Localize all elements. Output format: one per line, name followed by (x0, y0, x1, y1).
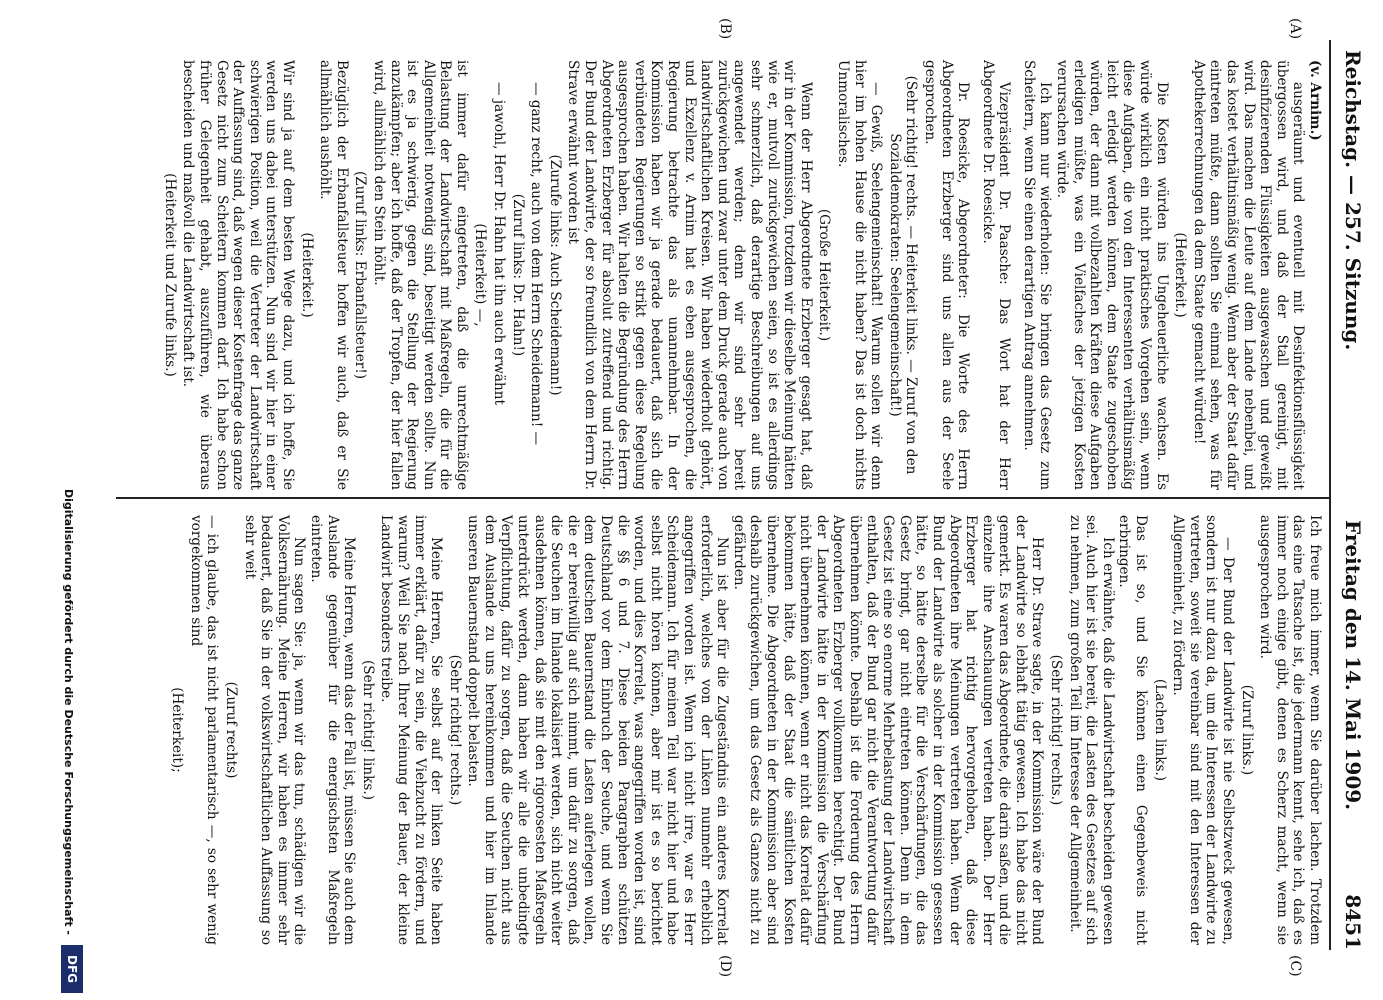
paragraph: Dr. Roesicke, Abgeordneter: Die Worte des Herrn Abgeordneten Erzberger sind uns allen aus der Seele gesprochen. (921, 60, 972, 490)
page-header (1335, 50, 1365, 950)
interjection: (Heiterkeit.) (298, 232, 315, 318)
digitization-footer (53, 0, 83, 1000)
paragraph: — ich glaube, das ist nicht parlamentarisch —, so sehr wenig vorgekommen sind (187, 515, 221, 945)
interjection: (Heiterkeit.) (1172, 232, 1189, 318)
interjection: (Große Heiterkeit.) (816, 208, 833, 342)
paragraph: ist immer dafür eingetreten, daß die unrechtmäßige Belastung der Landwirtschaft mit Maßregeln, die für die Allgemeinheit notwendig sind, beseitigt werden sollte. Nun ist es ja schwierig, gegen die Stellung der Regierung anzukämpfen; aber ich hoffe, daß der Tropfen, der hier fallen wird, allmählich den Stein höhlt. (370, 60, 470, 490)
interjection: (Zuruf links: Erbanfallsteuer!) (352, 170, 369, 380)
interjection: (Zuruf links: Dr. Hahn!) (509, 193, 526, 357)
page-number: 8451 (1341, 894, 1365, 950)
header-rule (1329, 40, 1331, 950)
interjection: (Zuruf links.) (1238, 684, 1255, 776)
paragraph: Das ist so, und Sie können einen Gegenbeweis nicht erbringen. (1116, 515, 1150, 945)
paragraph: Ich freue mich immer, wenn Sie darüber lachen. Trotzdem das eine Tatsache ist, die jedermann kennt, sehe ich, daß es immer noch einige gibt, denen es Scherz macht, wenn sie ausgesprochen wird. (1257, 515, 1323, 945)
paragraph: Meine Herren, wenn das der Fall ist, müssen Sie auch dem Auslande gegenüber für die energischsten Maßregeln eintreten. (307, 515, 358, 945)
paragraph: Die Kosten würden ins Ungeheuerliche wachsen. Es würde wirklich ein nicht praktisches Vorgehen sein, wenn diese Aufgaben, die von den Interessenten verhältnismäßig leicht erledigt werden können, dem Staate zugeschoben würden, der dann mit vollbezahlten Kräften diese Aufgaben erledigen müßte, was ein Vielfaches der jetzigen Kosten verursachen würde. (1054, 60, 1170, 490)
interjection: (Zurufe links: Auch Scheidemann!) (546, 154, 563, 396)
interjection: (Heiterkeit); (169, 687, 186, 773)
header-date: Freitag den 14. Mai 1909. (1341, 520, 1365, 811)
paragraph: Bezüglich der Erbanfallsteuer hoffen wir auch, daß er Sie allmählich aushöhlt. (317, 60, 350, 490)
paragraph: Ich erwähnte, daß die Landwirtschaft bescheiden gewesen sei. Auch hier ist sie bereit, die Lasten des Gesetzes auf sich zu nehmen, zum großen Teil im Interesse der Allgemeinheit. (1066, 515, 1116, 945)
column-divider (116, 497, 1331, 499)
interjection: (Sehr richtig! rechts. — Heiterkeit links. — Zuruf von den Sozialdemokraten: Seelengemeinschaft!) (886, 75, 920, 475)
margin-mark-d: (D) (717, 955, 733, 978)
right-column (167, 515, 1323, 945)
speaker-label: (v. Arnim.) (1307, 60, 1323, 141)
interjection: (Lachen links.) (1151, 678, 1168, 782)
paragraph: ausgeräumt und eventuell mit Desinfektionsflüssigkeit übergossen wird, und daß der Stall gereinigt, mit desinfizierenden Flüssigkeiten ausgewaschen und geweißt wird. Das machen die Leute auf dem Lande nebenbei, und das kostet verhältnismäßig wenig. Wenn aber der Staat dafür eintreten müßte, dann sollten Sie einmal sehen, was für Apothekerrechnungen da dem Staate gemacht würden! (1190, 60, 1307, 490)
margin-mark-b: (B) (717, 18, 733, 40)
funding-credit: Digitalisierung gefördert durch die Deutsche Forschungsgemeinschaft - (62, 488, 75, 935)
header-title: Reichstag. — 257. Sitzung. (1341, 50, 1365, 351)
left-column (159, 60, 1323, 490)
paragraph: Nun sagen Sie: ja, wenn wir das tun, schädigen wir die Volksernährung. Meine Herren, wir haben es immer sehr bedauert, daß Sie in der volkswirtschaftlichen Auffassung so sehr weit (241, 515, 308, 945)
paragraph: — ganz recht, auch von dem Herrn Scheidemann! — (528, 82, 545, 446)
paragraph: — jawohl, Herr Dr. Hahn hat ihn auch erwähnt (491, 82, 508, 405)
paragraph: Wenn der Herr Abgeordnete Erzberger gesagt hat, daß wir in der Kommission, trotzdem wir dieselbe Meinung hätten wie er, mutvoll zurückgewichen seien, so ist es allerdings sehr schmerzlich, daß derartige Beschreibungen auf uns angewendet werden; denn wir sind sehr bereit zurückgewichen und zwar unter dem Druck gerade auch von landwirtschaftlichen Kreisen. Wir haben wiederholt gehört, und Exzellenz v. Arnim hat es eben ausgesprochen, die Regierung betrachte das als unannehmbar. In der Kommission haben wir ja gerade bedauert, daß sich die verbündeten Regierungen so strikt gegen diese Regelung ausgesprochen haben. Wir halten die Begründung des Herrn Abgeordneten Erzberger für absolut zutreffend und richtig. Der Bund der Landwirte, der so freundlich von dem Herrn Dr. Strave erwähnt worden ist (565, 60, 814, 490)
margin-mark-a: (A) (1287, 18, 1303, 40)
interjection: (Sehr richtig! links.) (359, 659, 376, 801)
dfg-logo: DFG (61, 945, 83, 993)
paragraph: Ich kann nur wiederholen: Sie bringen das Gesetz zum Scheitern, wenn Sie einen derartigen Antrag annehmen. (1020, 60, 1054, 490)
paragraph: Herr Dr. Strave sagte, in der Kommission wäre der Bund der Landwirte so lebhaft tätig gewesen. Ich habe das nicht gemerkt. Es waren das Abgeordnete, die darin saßen, und die einzelne ihre Anschauungen vertreten haben. Der Herr Erzberger hat richtig hervorgehoben, daß diese Abgeordneten ihre Meinungen vertreten haben. Wenn der Bund der Landwirte als solcher in der Kommission gesessen hätte, so hätte derselbe für die Verschärfungen, die das Gesetz bringt, gar nicht eintreten können. Denn in dem Gesetz ist eine so enorme Mehrbelastung der Landwirtschaft enthalten, daß der Bund gar nicht die Verantwortung dafür übernehmen könnte. Deshalb ist die Forderung des Herrn Abgeordneten Erzberger vollkommen berechtigt. Der Bund der Landwirte hätte in der Kommission die Verschärfung nicht übernehmen können, wenn er nicht das Korrelat dafür bekommen hätte, daß der Staat die sämtlichen Kosten übernehme. Die Abgeordneten in der Kommission aber sind deshalb zurückgewichen, um das Gesetz als Ganzes nicht zu gefährden. (730, 515, 1046, 945)
interjection: (Heiterkeit und Zurufe links.) (161, 173, 178, 377)
paragraph: — Gewiß, Seelengemeinschaft! Warum sollen wir denn hier im hohen Hause die nicht haben? Das ist doch nichts Unmoralisches. (834, 60, 885, 490)
interjection: (Heiterkeit) —, (472, 223, 489, 327)
paragraph: Meine Herren, Sie selbst auf der linken Seite haben immer erklärt, dafür zu sein, die Viehzucht zu fördern, und warum? Weil Sie nach Ihrer Meinung der Bauer, der kleine Landwirt besonders treibe. (378, 515, 445, 945)
margin-mark-c: (C) (1287, 955, 1303, 977)
paragraph: Wir sind ja auf dem besten Wege dazu, und ich hoffe, Sie werden uns dabei unterstützen. Nun sind wir hier in einer schwierigen Position, weil die Vertreter der Landwirtschaft der Auffassung sind, daß wegen dieser Kostenfrage das ganze Gesetz nicht zum Scheitern kommen darf. Ich habe schon früher Gelegenheit gehabt, auszuführen, wie überaus bescheiden und maßvoll die Landwirtschaft ist. (180, 60, 296, 490)
paragraph: — Der Bund der Landwirte ist nie Selbstzweck gewesen, sondern ist nur dazu da, um die Interessen der Landwirte zu vertreten, soweit sie vereinbar sind mit den Interessen der Allgemeinheit, zu fördern. (1170, 515, 1237, 945)
paragraph: Nun ist aber für die Zugeständnis ein anderes Korrelat erforderlich, welches von der Linken nunmehr erheblich angegriffen worden ist. Wenn ich nicht irre, war es Herr Scheidemann. Ich für meinen Teil war nicht hier und habe selbst nicht hören können, aber mir ist es so berichtet worden, und dies Korrelat, was angegriffen worden ist, sind die §§ 6 und 7. Diese beiden Paragraphen schützen Deutschland vor dem Einbruch der Seuche, und wenn Sie dem deutschen Bauernstand die Lasten auferlegen wollen, die er bereitwillig auf sich nimmt, um dafür zu sorgen, daß die Seuchen im Inlande lokalisiert werden, sich nicht weiter ausdehnen können, daß sie mit den rigorosesten Maßregeln unterdrückt werden, dann haben wir alle die unbedingte Verpflichtung, dafür zu sorgen, daß die Seuchen nicht aus dem Auslande zu uns hereinkommen und hier im Inlande unseren Bauernstand doppelt belasten. (465, 515, 731, 945)
interjection: (Sehr richtig! rechts.) (446, 654, 463, 806)
interjection: (Sehr richtig! rechts.) (1048, 654, 1065, 806)
interjection: (Zuruf rechts) (223, 681, 239, 779)
paragraph: Vizepräsident Dr. Paasche: Das Wort hat der Herr Abgeordnete Dr. Roesicke. (979, 60, 1013, 490)
